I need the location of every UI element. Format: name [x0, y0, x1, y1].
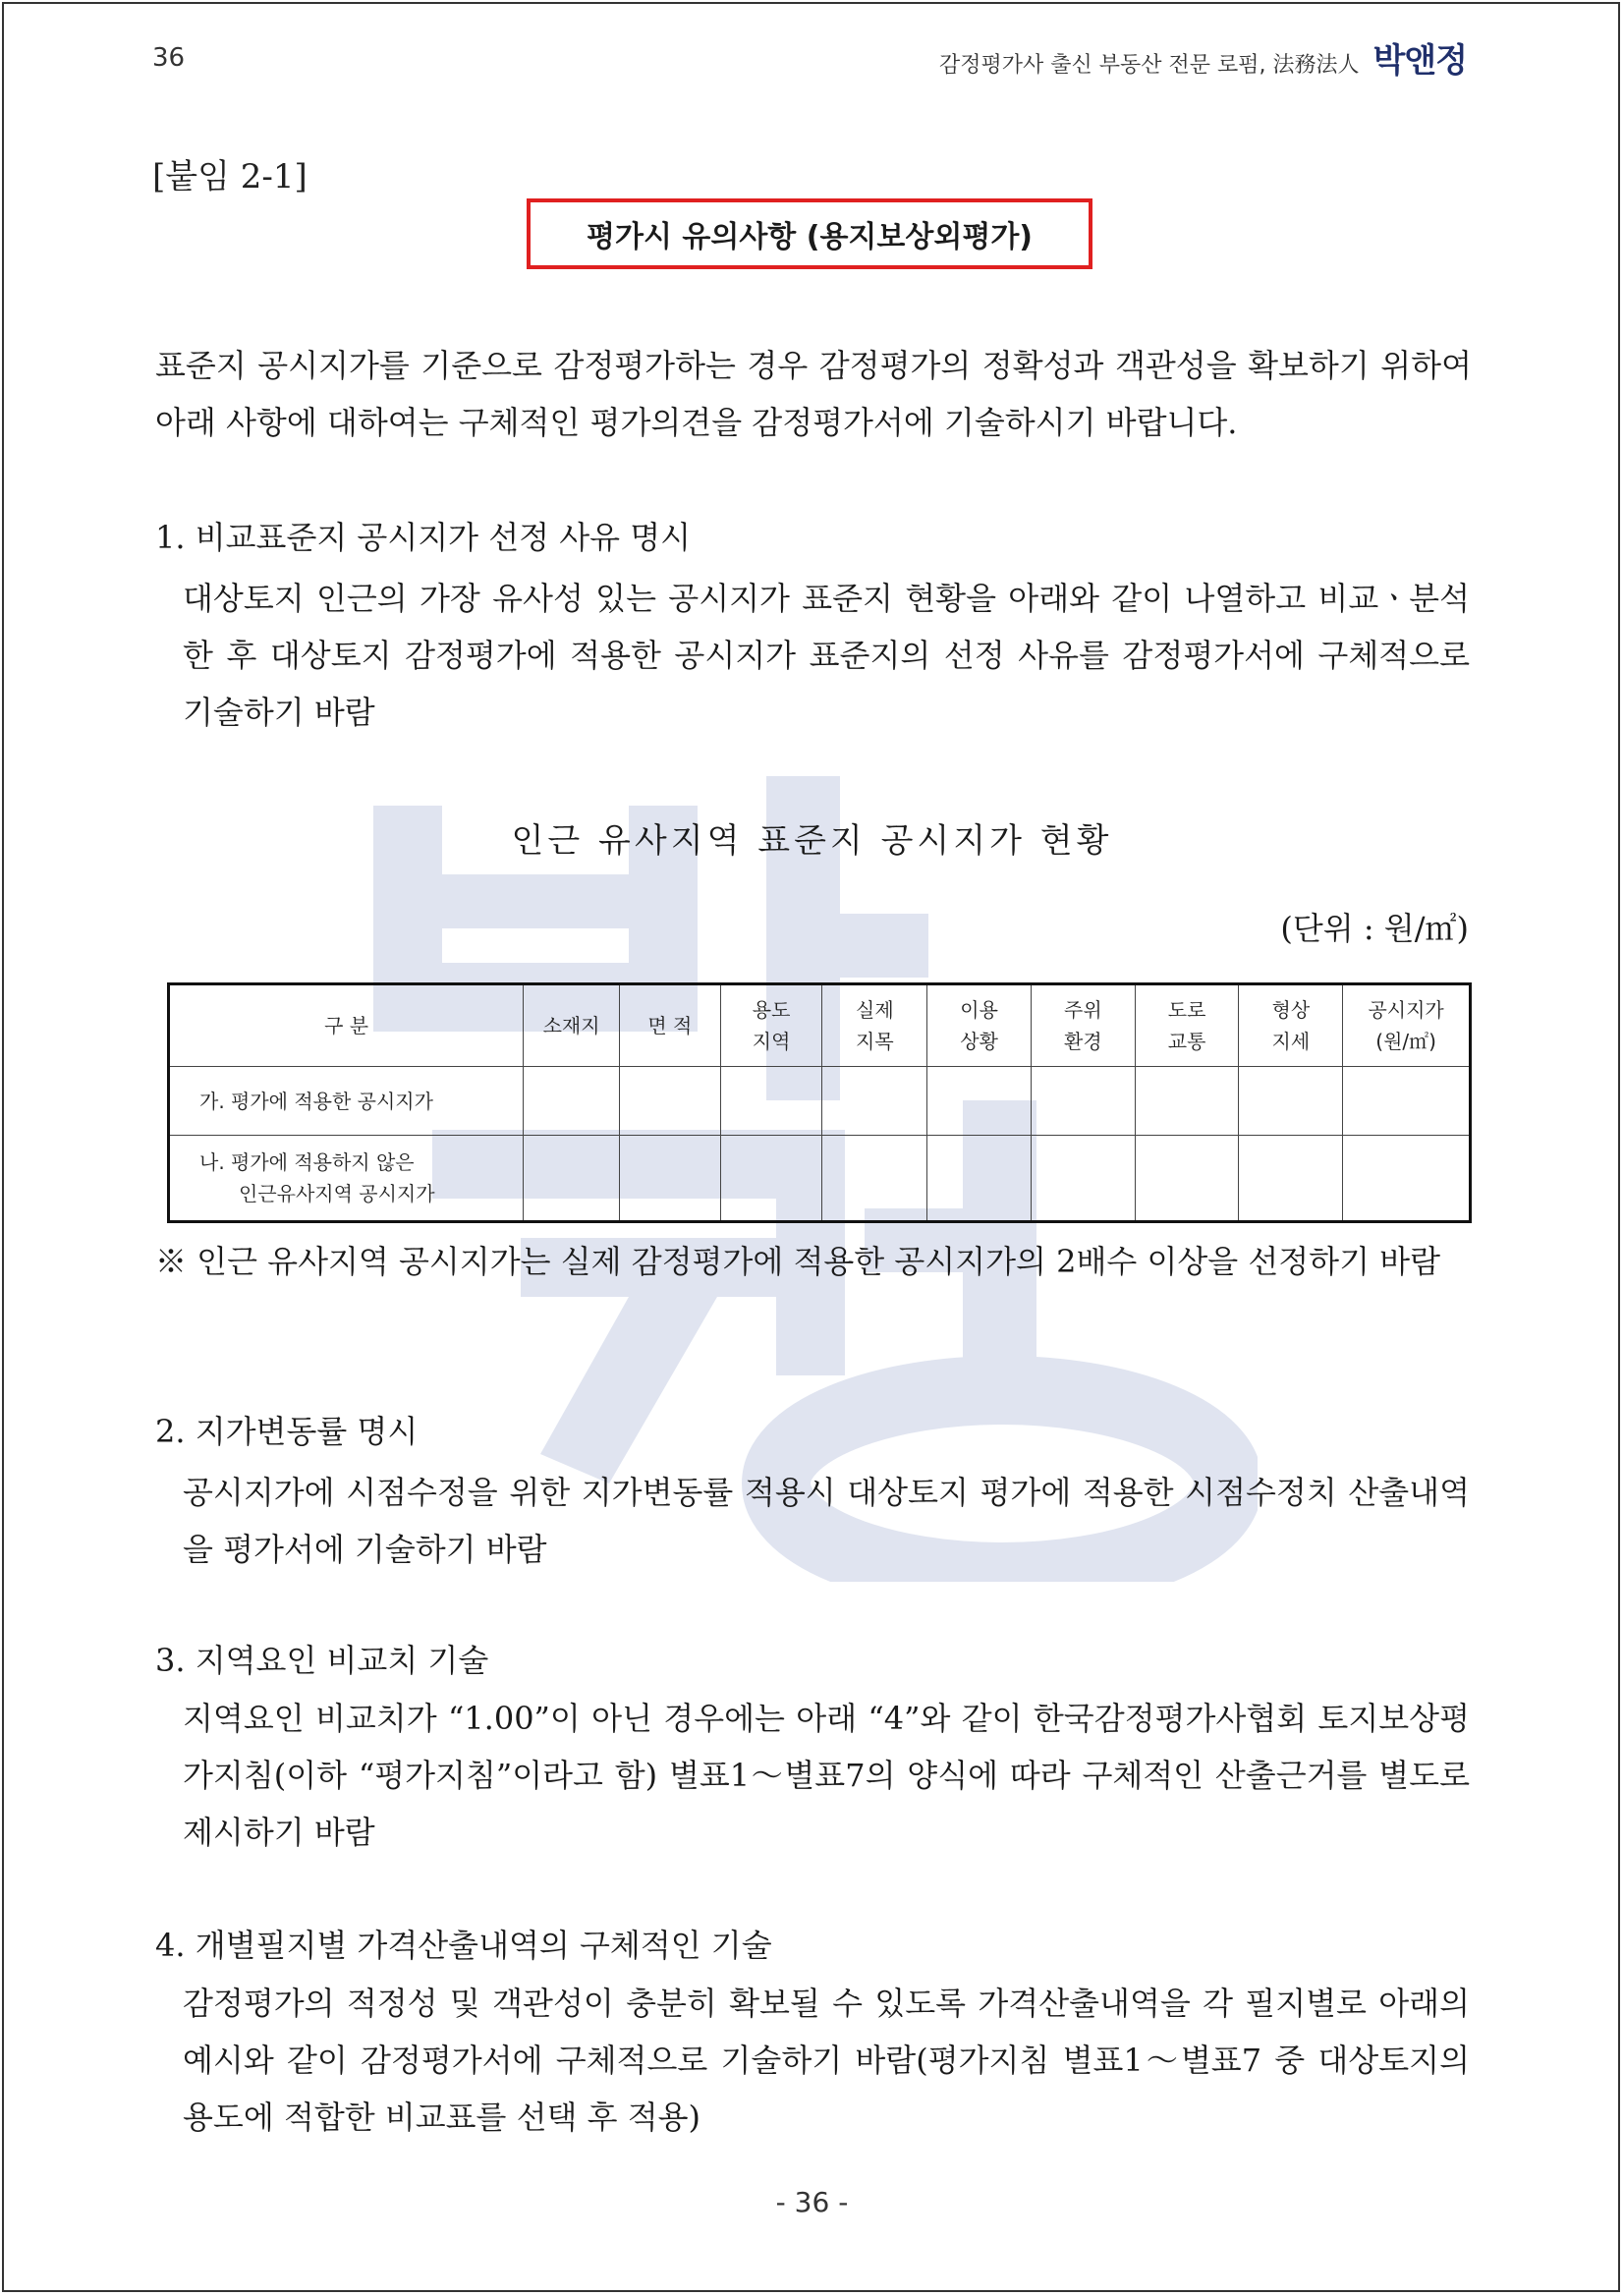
table-row	[169, 1136, 1471, 1222]
header-cell-division: 구 분	[169, 984, 524, 1067]
header-page-number: 36	[152, 43, 186, 73]
intro-paragraph: 표준지 공시지가를 기준으로 감정평가하는 경우 감정평가의 정확성과 객관성을 확보하기 위하여 아래 사항에 대하여는 구체적인 평가의견을 감정평가서에 기술하시기 바랍니다.	[155, 347, 1472, 441]
header-cell-shape-terrain: 형상 지세	[1239, 984, 1343, 1067]
section-3-heading: 3. 지역요인 비교치 기술	[155, 1642, 489, 1679]
header-cell-official-price: 공시지가 (원/㎡)	[1343, 984, 1471, 1067]
section-2-body: 공시지가에 시점수정을 위한 지가변동률 적용시 대상토지 평가에 적용한 시점수정치 산출내역을 평가서에 기술하기 바람	[183, 1474, 1470, 1568]
section-4-heading: 4. 개별필지별 가격산출내역의 구체적인 기술	[155, 1927, 772, 1964]
section-4-body: 감정평가의 적정성 및 객관성이 충분히 확보될 수 있도록 가격산출내역을 각 필지별로 아래의 예시와 같이 감정평가서에 구체적으로 기술하기 바람(평가지침 별표1～별표7 중 대상토지의 용도에 적합한 비교표를 선택 후 적용)	[183, 1985, 1470, 2136]
header-cell-zoning: 용도 지역	[720, 984, 822, 1067]
section-3-body: 지역요인 비교치가 “1.00”이 아닌 경우에는 아래 “4”와 같이 한국감정평가사협회 토지보상평가지침(이하 “평가지침”이라고 함) 별표1～별표7의 양식에 따라 구체적인 산출근거를 별도로 제시하기 바람	[183, 1700, 1470, 1851]
appendix-label: [붙임 2-1]	[152, 157, 308, 196]
section-1-heading: 1. 비교표준지 공시지가 선정 사유 명시	[155, 519, 692, 556]
header-cell-road-traffic: 도로 교통	[1135, 984, 1239, 1067]
section-2-heading: 2. 지가변동률 명시	[155, 1413, 419, 1450]
header-cell-land-category: 실제 지목	[822, 984, 927, 1067]
header-cell-usage: 이용 상황	[927, 984, 1032, 1067]
firm-logo: 박앤정	[1372, 41, 1467, 81]
section-1-body: 대상토지 인근의 가장 유사성 있는 공시지가 표준지 현황을 아래와 같이 나열하고 비교ㆍ분석한 후 대상토지 감정평가에 적용한 공시지가 표준지의 선정 사유를 감정평가서에 구체적으로 기술하기 바람	[183, 580, 1470, 731]
header-cell-location: 소재지	[524, 984, 620, 1067]
header-firm	[939, 33, 1467, 82]
table-row	[169, 1067, 1471, 1136]
document-title: 평가시 유의사항 (용지보상외평가)	[527, 198, 1092, 269]
header-cell-area: 면 적	[619, 984, 720, 1067]
header-firm-text: 감정평가사 출신 부동산 전문 로펌, 法務法人	[938, 53, 1360, 78]
standard-land-price-table	[167, 982, 1472, 1223]
table-note: ※ 인근 유사지역 공시지가는 실제 감정평가에 적용한 공시지가의 2배수 이상을 선정하기 바람	[155, 1243, 1440, 1280]
row-label-applied: 가. 평가에 적용한 공시지가	[169, 1067, 524, 1136]
footer-page-number: - 36 -	[775, 2186, 849, 2218]
table-title: 인근 유사지역 표준지 공시지가 현황	[511, 821, 1113, 861]
table-unit: (단위 : 원/㎡)	[1280, 910, 1469, 947]
row-label-not-applied: 나. 평가에 적용하지 않은 인근유사지역 공시지가	[169, 1136, 524, 1222]
header-cell-environment: 주위 환경	[1031, 984, 1135, 1067]
table-header-row	[169, 984, 1471, 1067]
